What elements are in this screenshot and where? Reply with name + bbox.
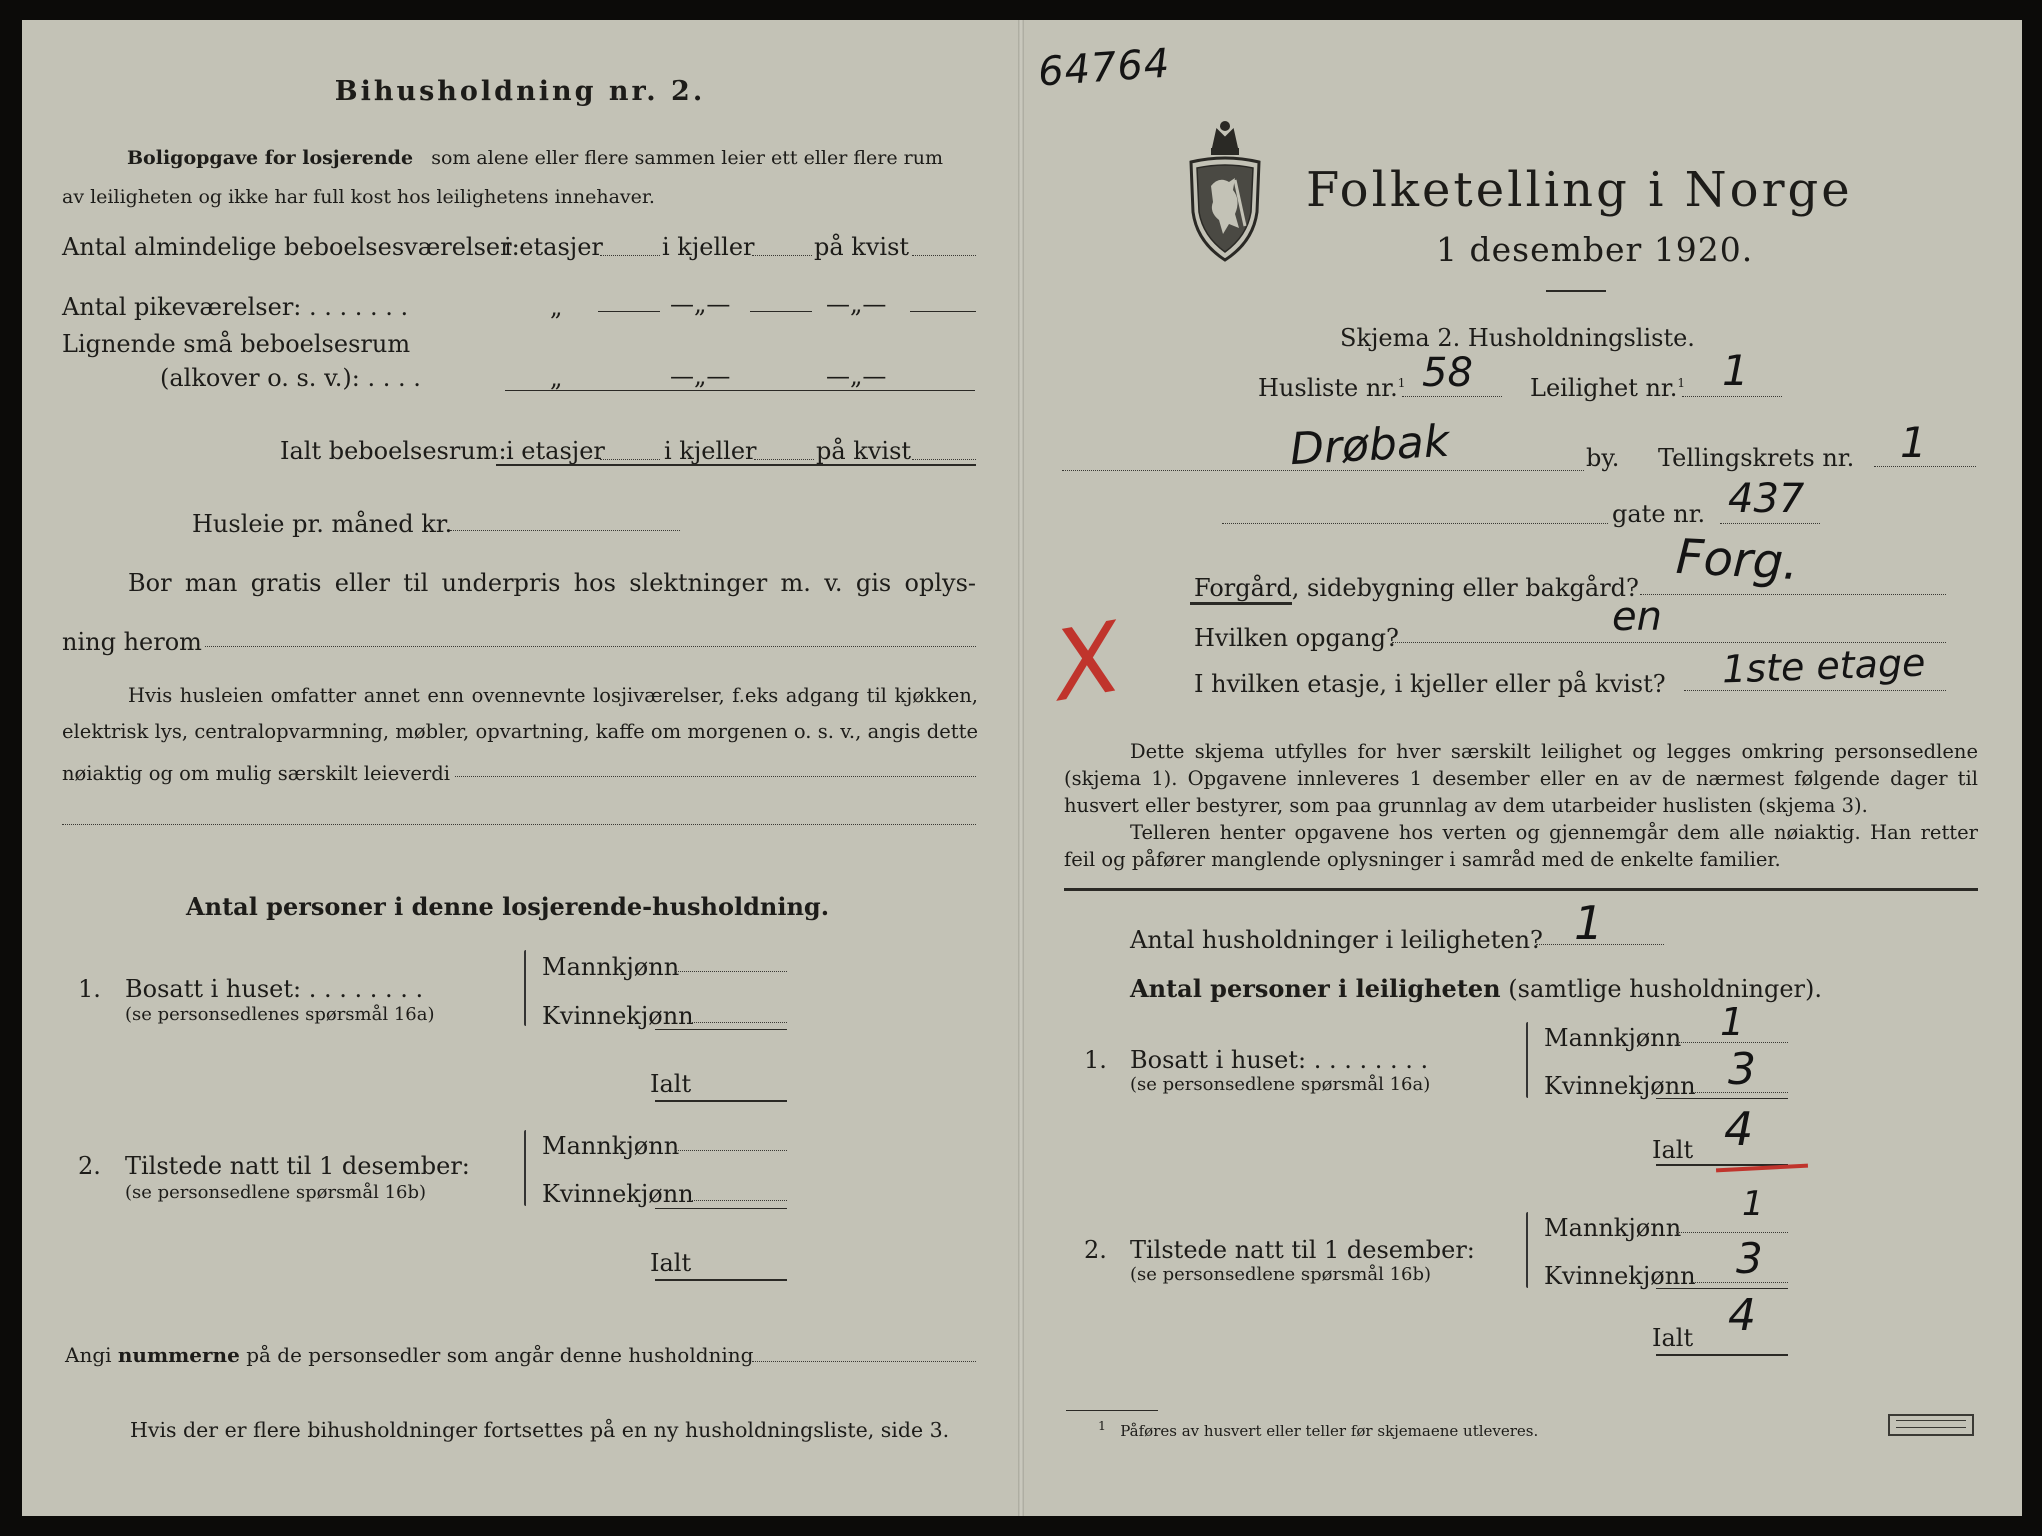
total-rooms-label: Ialt beboelsesrum: <box>280 437 507 465</box>
left-q1-sum-line <box>655 1029 787 1030</box>
rooms-kjeller-field[interactable] <box>752 255 812 256</box>
footnote-number: 1 <box>1098 1418 1106 1433</box>
pike-label: Antal pikeværelser: . . . . . . . <box>62 293 409 321</box>
left-q2-total-label: Ialt <box>650 1249 692 1277</box>
husliste-field[interactable] <box>1402 396 1502 397</box>
coat-of-arms-icon <box>1183 116 1267 266</box>
right-q2-total-field[interactable] <box>1656 1354 1788 1356</box>
right-q2-female-label: Kvinnekjønn <box>1544 1262 1696 1290</box>
total-kjeller-field[interactable] <box>754 459 814 460</box>
leilighet-label-text: Leilighet nr. <box>1530 374 1678 402</box>
right-q2-label: Tilstede natt til 1 desember: <box>1130 1236 1475 1264</box>
footnote <box>1098 1418 1538 1440</box>
left-q1-brace <box>524 950 526 1026</box>
intro-text: som alene eller flere sammen leier ett eller flere rum <box>431 147 943 169</box>
free-line-1: Bor man gratis eller til underpris hos slektninger m. v. gis oplys- <box>128 569 976 597</box>
gate-field[interactable] <box>1720 523 1820 524</box>
total-kvist-field[interactable] <box>912 459 976 460</box>
etasje-value: 1ste etage <box>1721 640 1927 692</box>
husliste-label-text: Husliste nr. <box>1258 374 1398 402</box>
extra-field-2[interactable] <box>62 824 976 825</box>
total-etasjer-label: i etasjer <box>506 437 605 465</box>
pike-kvist-field[interactable] <box>910 311 976 312</box>
small-ditto-2: —„— <box>670 362 731 390</box>
pike-kjeller-field[interactable] <box>750 311 812 312</box>
instr-line-1: Dette skjema utfylles for hver særskilt leilighet og legges omkring personsedlene <box>1130 740 1978 763</box>
left-footer: Hvis der er flere bihusholdninger fortsettes på en ny husholdningsliste, side 3. <box>130 1418 950 1442</box>
total-kvist-label: på kvist <box>816 437 912 465</box>
right-persons-bold: Antal personer i leiligheten <box>1130 974 1501 1003</box>
husliste-label <box>1258 374 1405 402</box>
left-q2-num: 2. <box>78 1152 101 1180</box>
small-rooms-underline <box>505 390 975 391</box>
forgard-value: Forg. <box>1674 528 1800 592</box>
right-q1-sub: (se personsedlene spørsmål 16a) <box>1130 1074 1431 1095</box>
extra-line-2: elektrisk lys, centralopvarmning, møbler, opvartning, kaffe om morgenen o. s. v., angis dette <box>62 720 978 743</box>
opgang-value: en <box>1612 594 1662 640</box>
right-q2-total-value: 4 <box>1728 1290 1756 1341</box>
right-q2-brace <box>1526 1212 1528 1288</box>
left-q1-male-field[interactable] <box>675 971 787 972</box>
red-pencil-mark: X <box>1052 599 1122 725</box>
right-q1-sum-line <box>1656 1098 1788 1099</box>
krets-label: Tellingskrets nr. <box>1658 444 1855 472</box>
forgard-label: Forgård, sidebygning eller bakgård? <box>1194 574 1639 602</box>
instr-line-3: husvert eller bestyrer, som paa grunnlag av dem utarbeider huslisten (skjema 3). <box>1064 794 1868 817</box>
husliste-footnote-mark: 1 <box>1397 376 1406 390</box>
right-q2-female-value: 3 <box>1736 1234 1763 1283</box>
pike-ditto-3: —„— <box>826 290 887 318</box>
right-q1-label: Bosatt i huset: . . . . . . . . <box>1130 1046 1429 1074</box>
small-rooms-label-1: Lignende små beboelsesrum <box>62 330 411 358</box>
by-label: by. <box>1586 444 1620 472</box>
forgard-field[interactable] <box>1640 594 1946 595</box>
rooms-label: Antal almindelige beboelsesværelser: <box>62 233 520 261</box>
left-q1-label: Bosatt i huset: . . . . . . . . <box>125 975 424 1003</box>
archive-number: 64764 <box>1036 40 1172 96</box>
left-q1-num: 1. <box>78 975 101 1003</box>
schema-label: Skjema 2. Husholdningsliste. <box>1340 324 1695 352</box>
right-q2-male-value: 1 <box>1742 1184 1764 1224</box>
left-q2-female-label: Kvinnekjønn <box>542 1180 694 1208</box>
left-q2-label: Tilstede natt til 1 desember: <box>125 1152 470 1180</box>
street-field[interactable] <box>1222 523 1608 524</box>
husliste-value: 58 <box>1422 350 1473 396</box>
left-q1-female-field[interactable] <box>690 1022 787 1023</box>
leilighet-footnote-mark: 1 <box>1677 376 1686 390</box>
pike-ditto-2: —„— <box>670 290 731 318</box>
left-q2-female-field[interactable] <box>690 1200 787 1201</box>
footnote-rule <box>1066 1410 1158 1411</box>
forgard-underline-mark <box>1190 602 1292 605</box>
right-q2-num: 2. <box>1084 1236 1107 1264</box>
numbers-field[interactable] <box>752 1361 976 1362</box>
gate-label: gate nr. <box>1612 500 1706 528</box>
right-persons-title <box>1130 974 1822 1003</box>
intro-bold: Boligopgave for losjerende <box>127 147 414 169</box>
small-rooms-label-2: (alkover o. s. v.): . . . . <box>160 364 421 392</box>
right-q2-male-field[interactable] <box>1676 1232 1788 1233</box>
right-persons-rest: (samtlige husholdninger). <box>1508 975 1823 1003</box>
pike-etasjer-field[interactable] <box>598 311 660 312</box>
krets-value: 1 <box>1900 418 1927 467</box>
right-q2-sum-line <box>1656 1288 1788 1289</box>
numbers-line <box>65 1343 753 1367</box>
left-q2-sub: (se personsedlene spørsmål 16b) <box>125 1182 427 1203</box>
footnote-text: Påføres av husvert eller teller før skjemaene utleveres. <box>1120 1422 1539 1440</box>
numbers-pre: Angi <box>65 1343 112 1367</box>
numbers-bold: nummerne <box>117 1343 240 1367</box>
census-date: 1 desember 1920. <box>1436 230 1754 269</box>
extra-field[interactable] <box>455 776 976 777</box>
etasje-label: I hvilken etasje, i kjeller eller på kvist? <box>1194 670 1666 698</box>
rooms-kjeller-label: i kjeller <box>662 233 755 261</box>
free-line-2: ning herom <box>62 628 202 656</box>
left-q1-total-field[interactable] <box>655 1100 787 1102</box>
left-q2-male-field[interactable] <box>675 1150 787 1151</box>
rent-field[interactable] <box>450 530 680 531</box>
rooms-etasjer-field[interactable] <box>600 255 660 256</box>
rent-label: Husleie pr. måned kr. <box>192 510 453 538</box>
left-q2-brace <box>524 1130 526 1206</box>
right-q1-female-value: 3 <box>1728 1044 1756 1095</box>
left-q1-female-label: Kvinnekjønn <box>542 1002 694 1030</box>
right-q2-total-label: Ialt <box>1652 1324 1694 1352</box>
left-q1-male-label: Mannkjønn <box>542 953 680 981</box>
intro-line-2: av leiligheten og ikke har full kost hos leilighetens innehaver. <box>62 186 655 208</box>
numbers-post: på de personsedler som angår denne husholdning <box>246 1343 754 1367</box>
extra-line-3: nøiaktig og om mulig særskilt leieverdi <box>62 762 450 785</box>
right-q1-total-value: 4 <box>1724 1102 1754 1156</box>
right-q1-total-label: Ialt <box>1652 1136 1694 1164</box>
left-title: Bihusholdning nr. 2. <box>334 76 706 107</box>
households-value: 1 <box>1574 896 1604 950</box>
left-q2-male-label: Mannkjønn <box>542 1132 680 1160</box>
free-field[interactable] <box>205 646 976 647</box>
leilighet-field[interactable] <box>1682 396 1782 397</box>
rooms-kvist-label: på kvist <box>814 233 910 261</box>
left-q1-total-label: Ialt <box>650 1070 692 1098</box>
rooms-kvist-field[interactable] <box>912 255 976 256</box>
place-value: Drøbak <box>1288 415 1451 476</box>
left-q1-sub: (se personsedlenes spørsmål 16a) <box>125 1004 435 1025</box>
main-title: Folketelling i Norge <box>1306 162 1853 218</box>
instr-line-5: feil og påfører manglende oplysninger i samråd med de enkelte familier. <box>1064 848 1781 871</box>
small-ditto-1: „ <box>550 364 563 392</box>
left-persons-title: Antal personer i denne losjerende-husholdning. <box>186 892 830 921</box>
small-ditto-3: —„— <box>826 362 887 390</box>
leilighet-value: 1 <box>1722 346 1749 395</box>
left-q2-sum-line <box>655 1208 787 1209</box>
households-label: Antal husholdninger i leiligheten? <box>1130 926 1543 954</box>
total-rooms-underline <box>496 464 976 466</box>
instr-line-2: (skjema 1). Opgavene innleveres 1 desember eller en av de nærmest følgende dager til <box>1064 767 1978 790</box>
intro-line-1 <box>127 147 943 169</box>
opgang-label: Hvilken opgang? <box>1194 624 1399 652</box>
page-fold <box>1018 20 1024 1516</box>
total-etasjer-field[interactable] <box>600 459 660 460</box>
right-q2-sub: (se personsedlene spørsmål 16b) <box>1130 1264 1432 1285</box>
leilighet-label <box>1530 374 1685 402</box>
instr-divider <box>1064 888 1978 891</box>
right-q1-female-label: Kvinnekjønn <box>1544 1072 1696 1100</box>
right-q1-male-label: Mannkjønn <box>1544 1024 1682 1052</box>
right-q1-male-value: 1 <box>1720 1000 1745 1044</box>
printer-stamp <box>1888 1414 1974 1436</box>
pike-ditto-1: „ <box>550 293 563 321</box>
extra-line-1: Hvis husleien omfatter annet enn ovennevnte losjiværelser, f.eks adgang til kjøkken, <box>128 684 978 707</box>
rooms-etasjer-label: i etasjer <box>504 233 603 261</box>
right-q2-male-label: Mannkjønn <box>1544 1214 1682 1242</box>
title-divider <box>1546 290 1606 292</box>
right-q1-num: 1. <box>1084 1046 1107 1074</box>
gate-value: 437 <box>1728 476 1805 522</box>
left-q2-total-field[interactable] <box>655 1279 787 1281</box>
right-q1-brace <box>1526 1022 1528 1098</box>
instr-line-4: Telleren henter opgavene hos verten og gjennemgår dem alle nøiaktig. Han retter <box>1130 821 1978 844</box>
total-kjeller-label: i kjeller <box>664 437 757 465</box>
